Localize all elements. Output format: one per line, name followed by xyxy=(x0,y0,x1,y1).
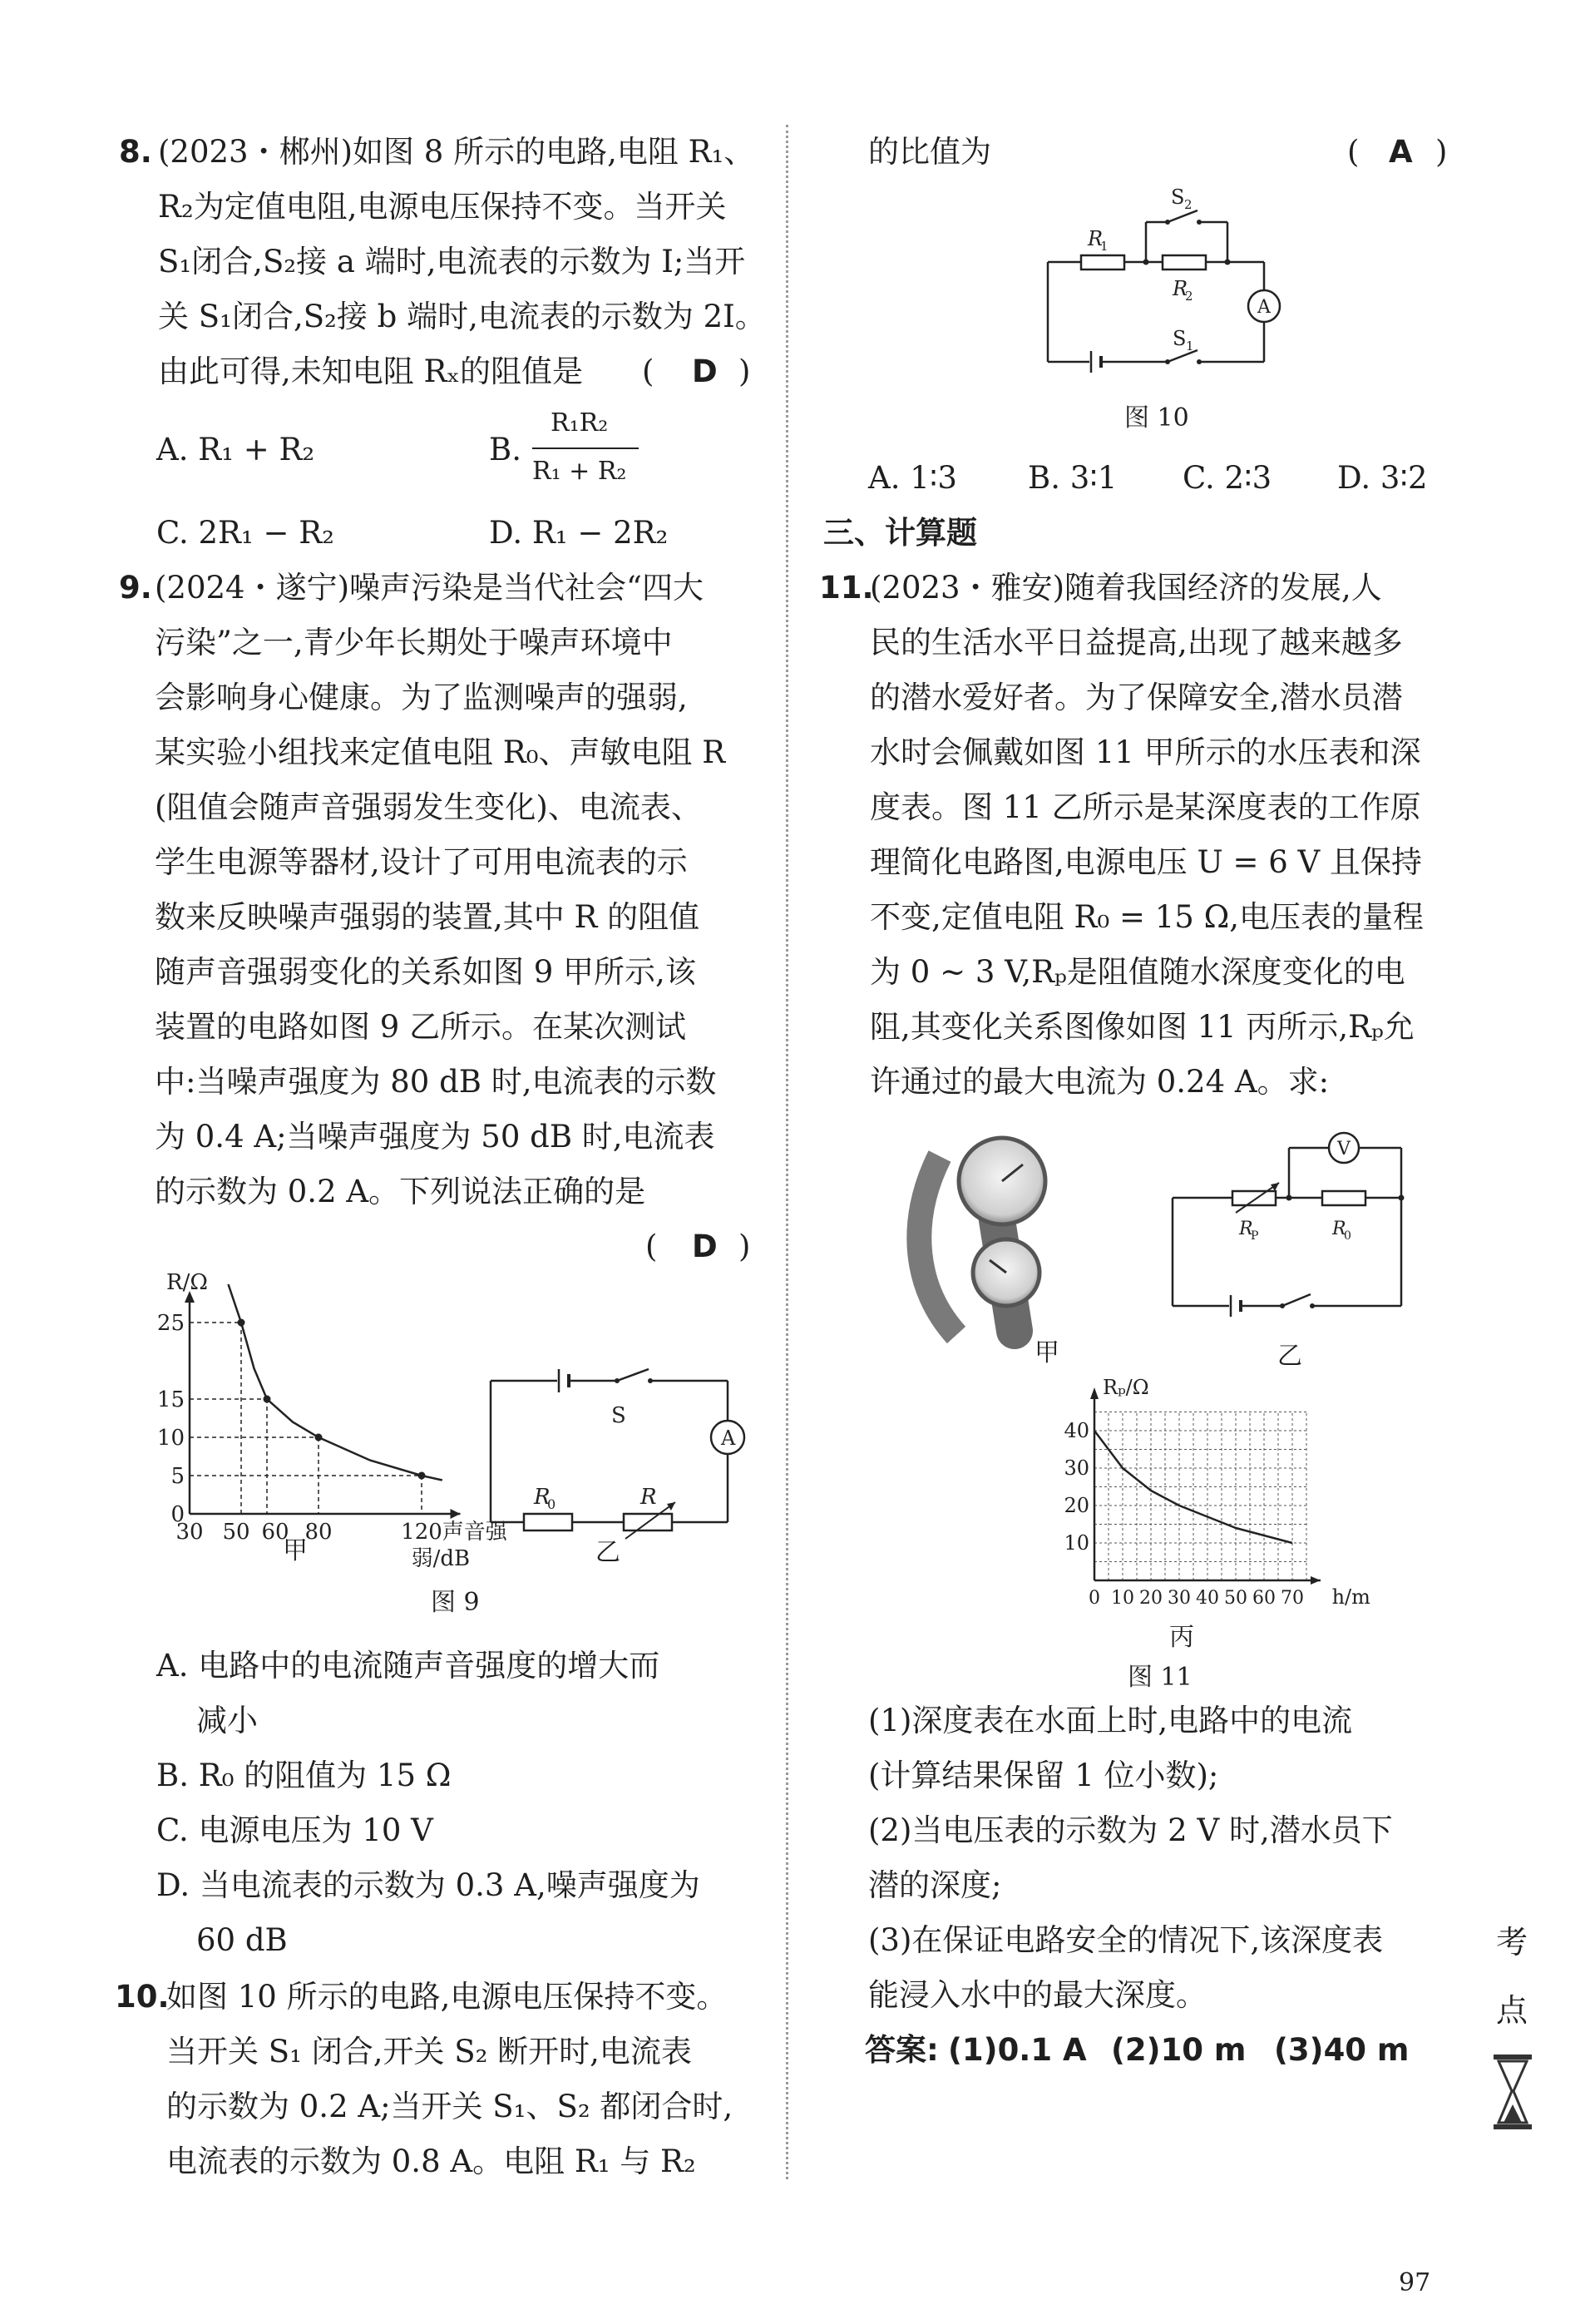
q11-sub-3-line-1: (3)在保证电路安全的情况下,该深度表 xyxy=(868,1922,1384,1958)
q9-number: 9. xyxy=(119,570,152,606)
resistor-r1 xyxy=(1081,255,1124,269)
y-tick-label: 30 xyxy=(1064,1456,1089,1480)
q8-option-b-label: B. xyxy=(489,432,521,467)
q9-option-d-line-2: 60 dB xyxy=(196,1922,288,1958)
svg-text:P: P xyxy=(1251,1229,1259,1243)
x-tick-label: 50 xyxy=(1224,1588,1247,1609)
y-tick-label: 15 xyxy=(156,1387,185,1412)
svg-text:2: 2 xyxy=(1185,289,1193,304)
y-tick-label: 10 xyxy=(156,1426,185,1451)
y-axis-arrow xyxy=(1090,1387,1099,1399)
q8-option-a: A. R₁ + R₂ xyxy=(156,432,315,467)
switch-s2 xyxy=(1168,210,1197,222)
q11-sub-1-line-1: (1)深度表在水面上时,电路中的电流 xyxy=(868,1703,1353,1738)
fig11-caption: 图 11 xyxy=(1128,1663,1193,1692)
q9-answer: D xyxy=(692,1229,718,1264)
q9-line-10: 中:当噪声强度为 80 dB 时,电流表的示数 xyxy=(155,1064,717,1100)
figure-11-bing-graph xyxy=(1039,1376,1370,1622)
section-heading: 三、计算题 xyxy=(823,515,977,551)
y-tick-label: 20 xyxy=(1064,1494,1089,1517)
x-tick-label: 40 xyxy=(1196,1588,1219,1609)
x-axis-arrow xyxy=(451,1509,461,1519)
data-curve xyxy=(229,1284,442,1481)
figure-10-circuit xyxy=(1039,179,1289,378)
y-tick-label: 25 xyxy=(156,1311,185,1336)
fig9-yi-label: 乙 xyxy=(595,1538,620,1567)
fraction-bar xyxy=(532,447,639,449)
q11-sub-3-line-2: 能浸入水中的最大深度。 xyxy=(868,1977,1207,2013)
q9-option-c: C. 电源电压为 10 V xyxy=(156,1812,433,1848)
data-curve xyxy=(1094,1431,1292,1543)
q10-number: 10. xyxy=(115,1979,170,2015)
q10-line-4: 电流表的示数为 0.8 A。电阻 R₁ 与 R₂ xyxy=(166,2144,696,2179)
x-tick-label: 30 xyxy=(1168,1588,1191,1609)
fig9-caption: 图 9 xyxy=(431,1588,480,1617)
q10-answer: A xyxy=(1389,134,1413,170)
q10-answer-close: ) xyxy=(1435,134,1448,170)
q11-number: 11. xyxy=(819,570,874,606)
svg-text:S: S xyxy=(611,1403,626,1428)
q9-line-2: 污染”之一,青少年长期处于噪声环境中 xyxy=(155,625,673,660)
q9-answer-open: ( xyxy=(645,1229,658,1264)
switch xyxy=(1282,1294,1311,1306)
q11-line-9: 阻,其变化关系图像如图 11 丙所示,Rₚ允 xyxy=(870,1009,1415,1045)
q9-option-b: B. R₀ 的阻值为 15 Ω xyxy=(156,1758,452,1793)
svg-text:2: 2 xyxy=(1184,197,1193,212)
x-tick-label: 70 xyxy=(1281,1588,1304,1609)
svg-text:0: 0 xyxy=(547,1496,556,1512)
y-tick-label: 40 xyxy=(1064,1419,1089,1442)
q10-line-5: 的比值为 xyxy=(868,134,991,170)
q10-option-d: D. 3∶2 xyxy=(1337,460,1428,496)
q9-option-a-line-1: A. 电路中的电流随声音强度的增大而 xyxy=(156,1648,660,1684)
resistor-r0 xyxy=(1322,1191,1365,1205)
resistor-r2 xyxy=(1163,255,1206,269)
hourglass-icon xyxy=(1492,2055,1533,2129)
q11-line-2: 民的生活水平日益提高,出现了越来越多 xyxy=(870,625,1403,660)
q11-line-5: 度表。图 11 乙所示是某深度表的工作原 xyxy=(870,789,1421,825)
q9-line-1: (2024・遂宁)噪声污染是当代社会“四大 xyxy=(155,570,704,606)
q9-line-9: 装置的电路如图 9 乙所示。在某次测试 xyxy=(155,1009,687,1045)
svg-text:S: S xyxy=(1173,327,1187,350)
q11-line-1: (2023・雅安)随着我国经济的发展,人 xyxy=(870,570,1382,606)
y-axis-label: R/Ω xyxy=(166,1270,208,1295)
page-number: 97 xyxy=(1399,2268,1431,2297)
y-tick-label: 10 xyxy=(1064,1531,1089,1555)
resistor-r0 xyxy=(524,1514,572,1530)
figure-9-jia-graph xyxy=(150,1270,516,1572)
y-axis-label: Rₚ/Ω xyxy=(1103,1376,1149,1399)
fig9-plot xyxy=(157,1270,508,1571)
data-point xyxy=(238,1319,245,1327)
q11-sub-1-line-2: (计算结果保留 1 位小数); xyxy=(868,1758,1219,1793)
q9-line-8: 随声音强弱变化的关系如图 9 甲所示,该 xyxy=(155,954,696,990)
q10-option-a: A. 1∶3 xyxy=(868,460,957,496)
q11-line-6: 理简化电路图,电源电压 U = 6 V 且保持 xyxy=(870,844,1423,880)
q11-sub-2-line-2: 潜的深度; xyxy=(868,1867,1002,1903)
q9-answer-close: ) xyxy=(738,1229,751,1264)
column-divider xyxy=(786,125,788,2179)
q9-line-12: 的示数为 0.2 A。下列说法正确的是 xyxy=(155,1174,646,1209)
y-tick-label: 0 xyxy=(170,1502,185,1527)
svg-text:A: A xyxy=(721,1427,736,1450)
fig11-jia-label: 甲 xyxy=(1035,1338,1059,1367)
q10-line-1: 如图 10 所示的电路,电源电压保持不变。 xyxy=(166,1979,728,2015)
svg-text:R: R xyxy=(1173,277,1188,300)
svg-text:R: R xyxy=(534,1485,551,1510)
q10-answer-open: ( xyxy=(1347,134,1360,170)
fig9-jia-label: 甲 xyxy=(283,1536,308,1565)
q11-answer-3: (3)40 m xyxy=(1274,2032,1410,2068)
hose xyxy=(919,1156,956,1335)
svg-text:R: R xyxy=(1332,1219,1346,1239)
resistor-rp xyxy=(1232,1191,1276,1205)
q9-line-4: 某实验小组找来定值电阻 R₀、声敏电阻 R xyxy=(155,734,726,770)
q11-answer-label: 答案: xyxy=(865,2032,939,2068)
x-axis-label: h/m xyxy=(1331,1585,1370,1609)
q8-answer-close: ) xyxy=(738,354,751,389)
x-tick-label: 0 xyxy=(1089,1588,1100,1609)
q8-line-5: 由此可得,未知电阻 Rₓ的阻值是 xyxy=(158,354,584,389)
q8-line-1: (2023・郴州)如图 8 所示的电路,电阻 R₁、 xyxy=(158,134,755,170)
fig11-plot xyxy=(1064,1376,1370,1609)
q9-line-5: (阻值会随声音强弱发生变化)、电流表、 xyxy=(155,789,702,825)
q9-line-3: 会影响身心健康。为了监测噪声的强弱, xyxy=(155,680,688,715)
x-tick-label: 80 xyxy=(304,1520,333,1545)
q8-answer-open: ( xyxy=(642,354,654,389)
q10-line-2: 当开关 S₁ 闭合,开关 S₂ 断开时,电流表 xyxy=(166,2034,692,2069)
q8-number: 8. xyxy=(119,134,152,170)
fig10-caption: 图 10 xyxy=(1124,403,1189,433)
x-axis-arrow xyxy=(1311,1576,1321,1585)
q10-option-c: C. 2∶3 xyxy=(1183,460,1272,496)
side-tab-char-1: 考 xyxy=(1495,1924,1528,1961)
y-tick-label: 5 xyxy=(170,1464,185,1489)
svg-text:0: 0 xyxy=(1344,1229,1351,1243)
q11-sub-2-line-1: (2)当电压表的示数为 2 V 时,潜水员下 xyxy=(868,1812,1393,1848)
q10-line-3: 的示数为 0.2 A;当开关 S₁、S₂ 都闭合时, xyxy=(166,2089,733,2124)
data-point xyxy=(315,1434,323,1441)
q8-line-4: 关 S₁闭合,S₂接 b 端时,电流表的示数为 2I。 xyxy=(158,299,766,334)
q11-line-4: 水时会佩戴如图 11 甲所示的水压表和深 xyxy=(870,734,1421,770)
x-tick-label: 20 xyxy=(1139,1588,1163,1609)
q8-line-2: R₂为定值电阻,电源电压保持不变。当开关 xyxy=(158,189,727,225)
switch-s xyxy=(617,1369,649,1381)
x-tick-label: 30 xyxy=(175,1520,204,1545)
svg-text:1: 1 xyxy=(1100,239,1109,254)
x-tick-label: 50 xyxy=(222,1520,250,1545)
x-axis-label-line-1: 声音强 xyxy=(442,1520,507,1545)
q11-line-10: 许通过的最大电流为 0.24 A。求: xyxy=(870,1064,1330,1100)
svg-text:A: A xyxy=(1257,297,1271,318)
x-axis-label-line-2: 弱/dB xyxy=(411,1546,471,1571)
figure-11-yi-circuit xyxy=(1156,1131,1430,1323)
svg-text:1: 1 xyxy=(1186,339,1194,354)
side-tab-char-2: 点 xyxy=(1495,1992,1528,2029)
q11-line-7: 不变,定值电阻 R₀ = 15 Ω,电压表的量程 xyxy=(870,899,1425,935)
q8-line-3: S₁闭合,S₂接 a 端时,电流表的示数为 I;当开 xyxy=(158,244,746,279)
q11-line-3: 的潜水爱好者。为了保障安全,潜水员潜 xyxy=(870,680,1403,715)
x-tick-label: 120 xyxy=(401,1520,442,1545)
q8-option-d: D. R₁ − 2R₂ xyxy=(489,515,669,551)
fig11-yi-label: 乙 xyxy=(1277,1342,1302,1371)
q9-line-6: 学生电源等器材,设计了可用电流表的示 xyxy=(155,844,688,880)
svg-text:R: R xyxy=(640,1485,657,1510)
q9-line-11: 为 0.4 A;当噪声强度为 50 dB 时,电流表 xyxy=(155,1119,715,1155)
figure-9-yi-circuit xyxy=(482,1356,765,1539)
data-point xyxy=(418,1472,426,1480)
q9-option-a-line-2: 减小 xyxy=(196,1703,258,1738)
figure-11-jia-gauge-photo xyxy=(906,1123,1098,1339)
x-tick-label: 60 xyxy=(261,1520,289,1545)
q11-line-8: 为 0 ~ 3 V,Rₚ是阻值随水深度变化的电 xyxy=(870,954,1405,990)
svg-text:R: R xyxy=(1088,227,1104,250)
q8-answer: D xyxy=(692,354,718,389)
q9-line-7: 数来反映噪声强弱的装置,其中 R 的阻值 xyxy=(155,899,700,935)
q9-option-d-line-1: D. 当电流表的示数为 0.3 A,噪声强度为 xyxy=(156,1867,700,1903)
x-tick-label: 60 xyxy=(1252,1588,1276,1609)
x-tick-label: 10 xyxy=(1111,1588,1134,1609)
svg-text:R: R xyxy=(1239,1219,1253,1239)
svg-text:S: S xyxy=(1171,185,1185,209)
q8-option-b-denominator: R₁ + R₂ xyxy=(532,457,627,486)
data-point xyxy=(264,1396,271,1403)
fig11-bing-label: 丙 xyxy=(1169,1623,1194,1652)
q8-option-c: C. 2R₁ − R₂ xyxy=(156,515,334,551)
q11-answer-2: (2)10 m xyxy=(1111,2032,1247,2068)
q8-option-b-numerator: R₁R₂ xyxy=(551,408,609,438)
q10-option-b: B. 3∶1 xyxy=(1028,460,1118,496)
svg-text:V: V xyxy=(1337,1139,1351,1160)
q11-answer-1: (1)0.1 A xyxy=(948,2032,1087,2068)
